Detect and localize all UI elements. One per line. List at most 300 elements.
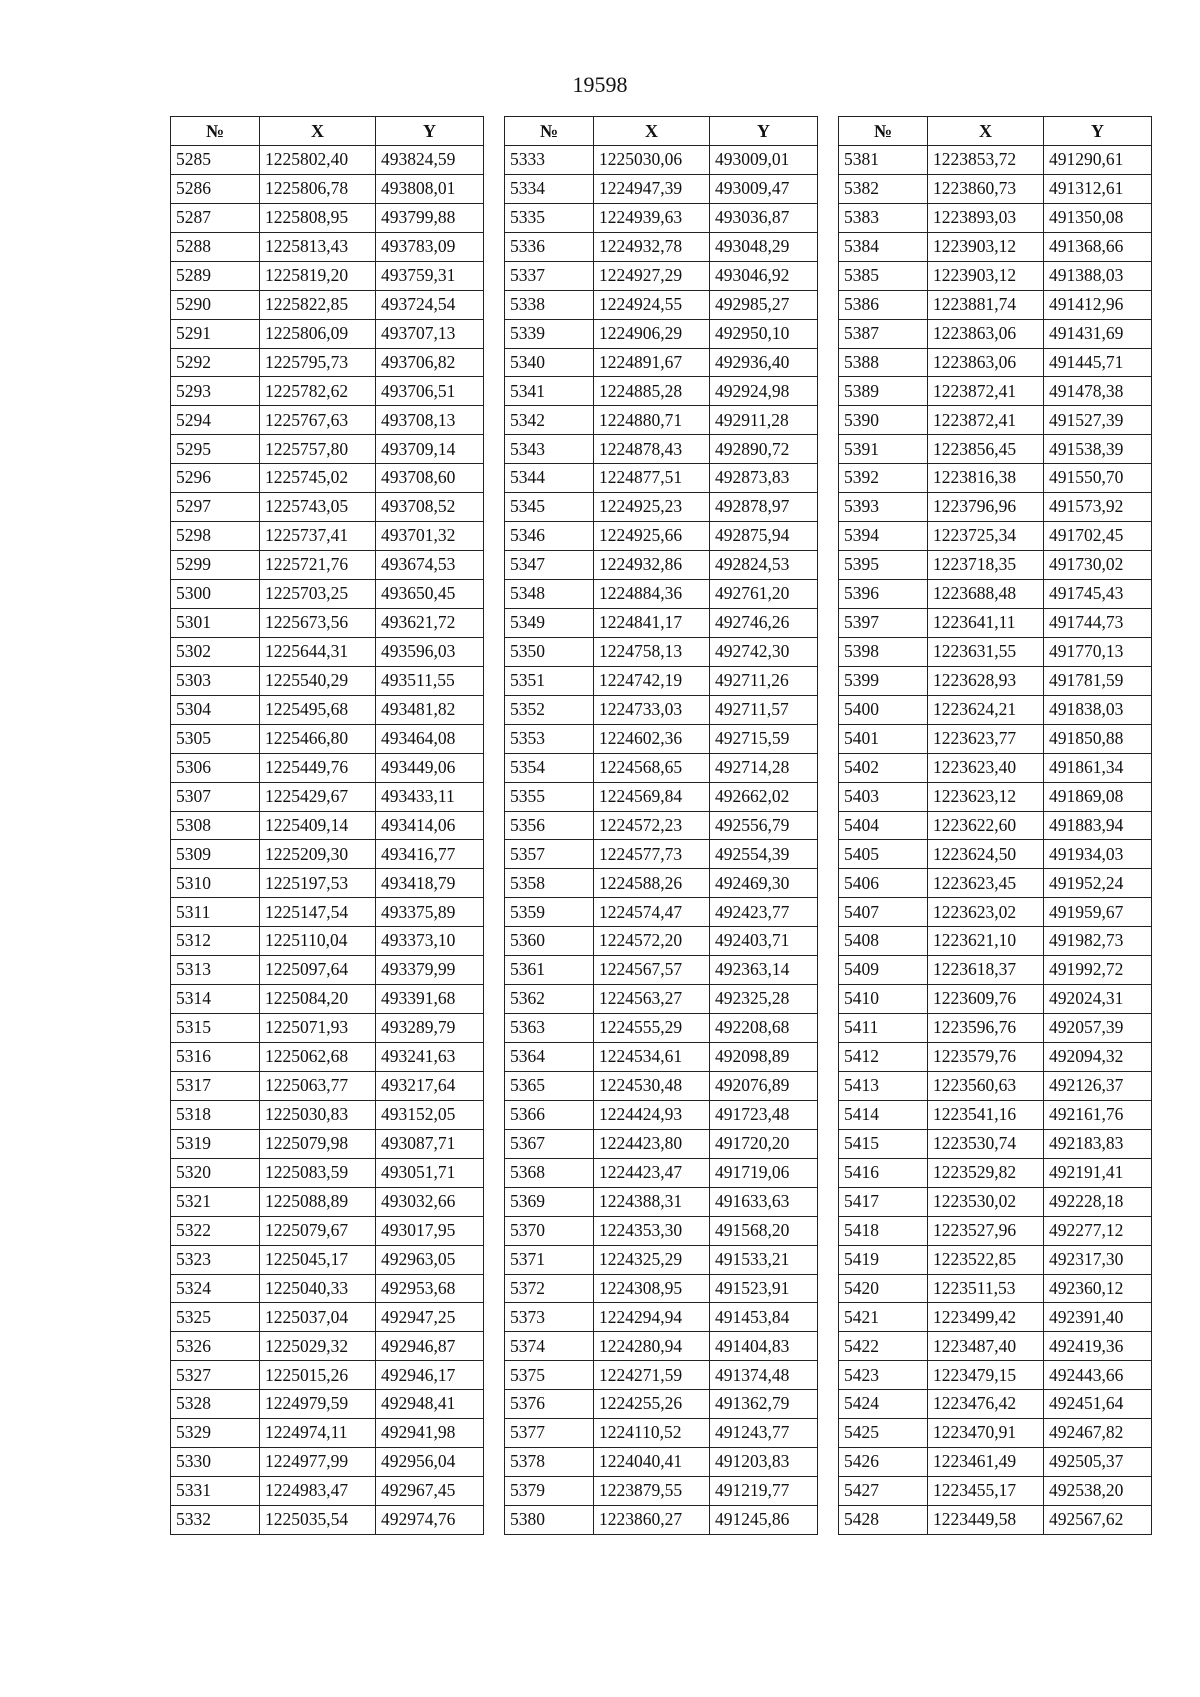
cell-y: 491350,08 xyxy=(1044,203,1152,232)
cell-y: 493373,10 xyxy=(376,927,484,956)
cell-number: 5294 xyxy=(171,406,260,435)
table-row xyxy=(171,261,484,290)
cell-x: 1223530,02 xyxy=(928,1187,1044,1216)
cell-y: 493707,13 xyxy=(376,319,484,348)
table-row xyxy=(839,1332,1152,1361)
cell-number: 5341 xyxy=(505,377,594,406)
cell-number: 5357 xyxy=(505,840,594,869)
cell-y: 492946,87 xyxy=(376,1332,484,1361)
cell-x: 1223631,55 xyxy=(928,637,1044,666)
cell-y: 492024,31 xyxy=(1044,985,1152,1014)
cell-x: 1225822,85 xyxy=(260,290,376,319)
cell-x: 1224423,80 xyxy=(594,1129,710,1158)
cell-y: 493048,29 xyxy=(710,232,818,261)
cell-x: 1225071,93 xyxy=(260,1014,376,1043)
cell-x: 1224977,99 xyxy=(260,1448,376,1477)
cell-x: 1224294,94 xyxy=(594,1303,710,1332)
cell-y: 492325,28 xyxy=(710,985,818,1014)
cell-y: 493481,82 xyxy=(376,695,484,724)
table-row xyxy=(505,319,818,348)
cell-y: 493009,47 xyxy=(710,174,818,203)
cell-x: 1223881,74 xyxy=(928,290,1044,319)
cell-x: 1224925,23 xyxy=(594,493,710,522)
cell-number: 5409 xyxy=(839,956,928,985)
cell-x: 1224878,43 xyxy=(594,435,710,464)
table-row xyxy=(505,695,818,724)
cell-x: 1223470,91 xyxy=(928,1419,1044,1448)
cell-y: 493674,53 xyxy=(376,551,484,580)
cell-number: 5371 xyxy=(505,1245,594,1274)
cell-number: 5362 xyxy=(505,985,594,1014)
table-row xyxy=(839,666,1152,695)
cell-number: 5288 xyxy=(171,232,260,261)
cell-x: 1224530,48 xyxy=(594,1071,710,1100)
cell-y: 491702,45 xyxy=(1044,522,1152,551)
cell-x: 1225197,53 xyxy=(260,869,376,898)
cell-x: 1224885,28 xyxy=(594,377,710,406)
cell-y: 492183,83 xyxy=(1044,1129,1152,1158)
table-row xyxy=(171,1303,484,1332)
cell-number: 5308 xyxy=(171,811,260,840)
cell-y: 491388,03 xyxy=(1044,261,1152,290)
cell-x: 1224733,03 xyxy=(594,695,710,724)
cell-number: 5352 xyxy=(505,695,594,724)
cell-y: 493759,31 xyxy=(376,261,484,290)
cell-y: 492985,27 xyxy=(710,290,818,319)
cell-number: 5397 xyxy=(839,608,928,637)
cell-x: 1224563,27 xyxy=(594,985,710,1014)
cell-y: 492057,39 xyxy=(1044,1014,1152,1043)
table-row xyxy=(839,724,1152,753)
header-y: Y xyxy=(710,117,818,146)
cell-x: 1224974,11 xyxy=(260,1419,376,1448)
cell-y: 491934,03 xyxy=(1044,840,1152,869)
cell-y: 492469,30 xyxy=(710,869,818,898)
cell-number: 5356 xyxy=(505,811,594,840)
table-row xyxy=(505,435,818,464)
cell-number: 5386 xyxy=(839,290,928,319)
cell-x: 1223624,21 xyxy=(928,695,1044,724)
cell-y: 491478,38 xyxy=(1044,377,1152,406)
table-row xyxy=(839,927,1152,956)
cell-x: 1224423,47 xyxy=(594,1158,710,1187)
cell-y: 493596,03 xyxy=(376,637,484,666)
cell-y: 493783,09 xyxy=(376,232,484,261)
cell-x: 1225110,04 xyxy=(260,927,376,956)
cell-y: 493051,71 xyxy=(376,1158,484,1187)
cell-number: 5338 xyxy=(505,290,594,319)
table-row xyxy=(171,869,484,898)
cell-number: 5348 xyxy=(505,580,594,609)
cell-y: 491883,94 xyxy=(1044,811,1152,840)
table-row xyxy=(839,464,1152,493)
cell-y: 492317,30 xyxy=(1044,1245,1152,1274)
table-row xyxy=(505,724,818,753)
cell-x: 1223641,11 xyxy=(928,608,1044,637)
cell-number: 5289 xyxy=(171,261,260,290)
cell-y: 492711,26 xyxy=(710,666,818,695)
cell-number: 5310 xyxy=(171,869,260,898)
table-row xyxy=(171,753,484,782)
cell-number: 5326 xyxy=(171,1332,260,1361)
cell-x: 1224572,23 xyxy=(594,811,710,840)
table-row xyxy=(171,406,484,435)
cell-number: 5382 xyxy=(839,174,928,203)
table-row xyxy=(505,522,818,551)
table-row xyxy=(839,1274,1152,1303)
cell-number: 5327 xyxy=(171,1361,260,1390)
cell-y: 492277,12 xyxy=(1044,1216,1152,1245)
cell-y: 492947,25 xyxy=(376,1303,484,1332)
table-row xyxy=(505,1303,818,1332)
cell-number: 5295 xyxy=(171,435,260,464)
table-header-row xyxy=(839,117,1152,146)
table-row xyxy=(839,406,1152,435)
cell-y: 492711,57 xyxy=(710,695,818,724)
table-row xyxy=(171,145,484,174)
cell-number: 5413 xyxy=(839,1071,928,1100)
cell-x: 1223527,96 xyxy=(928,1216,1044,1245)
cell-number: 5309 xyxy=(171,840,260,869)
cell-number: 5363 xyxy=(505,1014,594,1043)
cell-number: 5302 xyxy=(171,637,260,666)
table-row xyxy=(171,290,484,319)
header-x: X xyxy=(260,117,376,146)
cell-y: 493799,88 xyxy=(376,203,484,232)
table-row xyxy=(171,232,484,261)
cell-number: 5360 xyxy=(505,927,594,956)
table-row xyxy=(171,1506,484,1535)
cell-y: 492363,14 xyxy=(710,956,818,985)
table-row xyxy=(839,290,1152,319)
cell-number: 5321 xyxy=(171,1187,260,1216)
cell-y: 491723,48 xyxy=(710,1100,818,1129)
table-row xyxy=(171,1014,484,1043)
cell-y: 491290,61 xyxy=(1044,145,1152,174)
cell-y: 491312,61 xyxy=(1044,174,1152,203)
table-row xyxy=(505,869,818,898)
table-header-row xyxy=(505,117,818,146)
table-row xyxy=(839,1071,1152,1100)
cell-number: 5314 xyxy=(171,985,260,1014)
cell-y: 492554,39 xyxy=(710,840,818,869)
cell-y: 491720,20 xyxy=(710,1129,818,1158)
cell-x: 1225079,98 xyxy=(260,1129,376,1158)
cell-x: 1223718,35 xyxy=(928,551,1044,580)
cell-y: 492761,20 xyxy=(710,580,818,609)
cell-x: 1223863,06 xyxy=(928,319,1044,348)
cell-y: 491744,73 xyxy=(1044,608,1152,637)
cell-y: 492467,82 xyxy=(1044,1419,1152,1448)
cell-number: 5427 xyxy=(839,1477,928,1506)
cell-number: 5414 xyxy=(839,1100,928,1129)
cell-number: 5396 xyxy=(839,580,928,609)
cell-x: 1225030,06 xyxy=(594,145,710,174)
cell-number: 5317 xyxy=(171,1071,260,1100)
table-row xyxy=(171,1129,484,1158)
cell-y: 493418,79 xyxy=(376,869,484,898)
coordinates-table-2 xyxy=(504,116,818,1535)
cell-number: 5303 xyxy=(171,666,260,695)
cell-x: 1224572,20 xyxy=(594,927,710,956)
cell-number: 5323 xyxy=(171,1245,260,1274)
cell-y: 493433,11 xyxy=(376,782,484,811)
table-row xyxy=(171,840,484,869)
table-row xyxy=(171,637,484,666)
cell-x: 1223623,77 xyxy=(928,724,1044,753)
cell-number: 5399 xyxy=(839,666,928,695)
cell-y: 491573,92 xyxy=(1044,493,1152,522)
cell-number: 5426 xyxy=(839,1448,928,1477)
cell-number: 5315 xyxy=(171,1014,260,1043)
cell-y: 491362,79 xyxy=(710,1390,818,1419)
cell-y: 492714,28 xyxy=(710,753,818,782)
cell-x: 1223853,72 xyxy=(928,145,1044,174)
cell-x: 1224602,36 xyxy=(594,724,710,753)
table-row xyxy=(839,1129,1152,1158)
cell-number: 5418 xyxy=(839,1216,928,1245)
cell-x: 1224906,29 xyxy=(594,319,710,348)
cell-x: 1225429,67 xyxy=(260,782,376,811)
cell-x: 1223622,60 xyxy=(928,811,1044,840)
cell-x: 1224877,51 xyxy=(594,464,710,493)
header-x: X xyxy=(928,117,1044,146)
cell-x: 1224568,65 xyxy=(594,753,710,782)
cell-number: 5300 xyxy=(171,580,260,609)
cell-y: 492890,72 xyxy=(710,435,818,464)
cell-x: 1224588,26 xyxy=(594,869,710,898)
cell-number: 5319 xyxy=(171,1129,260,1158)
cell-y: 491959,67 xyxy=(1044,898,1152,927)
cell-number: 5398 xyxy=(839,637,928,666)
cell-number: 5374 xyxy=(505,1332,594,1361)
cell-number: 5369 xyxy=(505,1187,594,1216)
cell-x: 1223623,45 xyxy=(928,869,1044,898)
cell-y: 492161,76 xyxy=(1044,1100,1152,1129)
cell-y: 492076,89 xyxy=(710,1071,818,1100)
cell-y: 492875,94 xyxy=(710,522,818,551)
cell-number: 5406 xyxy=(839,869,928,898)
table-row xyxy=(505,753,818,782)
cell-y: 491243,77 xyxy=(710,1419,818,1448)
cell-x: 1224577,73 xyxy=(594,840,710,869)
cell-number: 5345 xyxy=(505,493,594,522)
table-row xyxy=(505,406,818,435)
cell-x: 1225035,54 xyxy=(260,1506,376,1535)
cell-x: 1224925,66 xyxy=(594,522,710,551)
cell-number: 5320 xyxy=(171,1158,260,1187)
cell-y: 492443,66 xyxy=(1044,1361,1152,1390)
cell-y: 493464,08 xyxy=(376,724,484,753)
cell-y: 492556,79 xyxy=(710,811,818,840)
cell-x: 1223893,03 xyxy=(928,203,1044,232)
cell-y: 493152,05 xyxy=(376,1100,484,1129)
cell-y: 491527,39 xyxy=(1044,406,1152,435)
cell-y: 492873,83 xyxy=(710,464,818,493)
cell-y: 493289,79 xyxy=(376,1014,484,1043)
cell-number: 5405 xyxy=(839,840,928,869)
cell-y: 493708,13 xyxy=(376,406,484,435)
cell-number: 5411 xyxy=(839,1014,928,1043)
cell-y: 493241,63 xyxy=(376,1043,484,1072)
header-number: № xyxy=(171,117,260,146)
table-row xyxy=(505,377,818,406)
table-row xyxy=(171,1274,484,1303)
cell-x: 1224353,30 xyxy=(594,1216,710,1245)
cell-y: 492911,28 xyxy=(710,406,818,435)
cell-number: 5349 xyxy=(505,608,594,637)
cell-y: 491453,84 xyxy=(710,1303,818,1332)
cell-number: 5395 xyxy=(839,551,928,580)
table-row xyxy=(505,1506,818,1535)
cell-y: 492967,45 xyxy=(376,1477,484,1506)
cell-y: 491538,39 xyxy=(1044,435,1152,464)
cell-y: 492948,41 xyxy=(376,1390,484,1419)
cell-number: 5322 xyxy=(171,1216,260,1245)
table-row xyxy=(505,898,818,927)
cell-y: 493032,66 xyxy=(376,1187,484,1216)
cell-number: 5408 xyxy=(839,927,928,956)
table-row xyxy=(171,1158,484,1187)
table-row xyxy=(839,174,1152,203)
cell-x: 1224280,94 xyxy=(594,1332,710,1361)
table-row xyxy=(505,782,818,811)
cell-x: 1224884,36 xyxy=(594,580,710,609)
table-row xyxy=(171,666,484,695)
cell-y: 492419,36 xyxy=(1044,1332,1152,1361)
cell-x: 1223609,76 xyxy=(928,985,1044,1014)
table-row xyxy=(839,232,1152,261)
cell-x: 1223461,49 xyxy=(928,1448,1044,1477)
cell-number: 5364 xyxy=(505,1043,594,1072)
table-row xyxy=(505,1274,818,1303)
table-row xyxy=(171,551,484,580)
cell-y: 491952,24 xyxy=(1044,869,1152,898)
table-row xyxy=(505,290,818,319)
cell-y: 492505,37 xyxy=(1044,1448,1152,1477)
table-row xyxy=(505,927,818,956)
cell-x: 1224388,31 xyxy=(594,1187,710,1216)
cell-number: 5424 xyxy=(839,1390,928,1419)
table-row xyxy=(839,811,1152,840)
cell-number: 5324 xyxy=(171,1274,260,1303)
table-row xyxy=(171,1419,484,1448)
cell-number: 5401 xyxy=(839,724,928,753)
cell-y: 493708,52 xyxy=(376,493,484,522)
cell-number: 5389 xyxy=(839,377,928,406)
table-row xyxy=(839,1187,1152,1216)
page-number: 19598 xyxy=(572,72,628,97)
cell-x: 1224040,41 xyxy=(594,1448,710,1477)
cell-number: 5417 xyxy=(839,1187,928,1216)
cell-number: 5402 xyxy=(839,753,928,782)
cell-y: 491869,08 xyxy=(1044,782,1152,811)
cell-x: 1223522,85 xyxy=(928,1245,1044,1274)
table-row xyxy=(839,782,1152,811)
cell-number: 5403 xyxy=(839,782,928,811)
table-row xyxy=(839,377,1152,406)
header-number: № xyxy=(505,117,594,146)
table-row xyxy=(171,174,484,203)
cell-y: 491861,34 xyxy=(1044,753,1152,782)
cell-number: 5318 xyxy=(171,1100,260,1129)
cell-x: 1225015,26 xyxy=(260,1361,376,1390)
cell-y: 492403,71 xyxy=(710,927,818,956)
table-row xyxy=(171,608,484,637)
cell-y: 492567,62 xyxy=(1044,1506,1152,1535)
table-row xyxy=(505,1158,818,1187)
table-row xyxy=(505,956,818,985)
table-row xyxy=(505,493,818,522)
cell-number: 5419 xyxy=(839,1245,928,1274)
cell-x: 1224983,47 xyxy=(260,1477,376,1506)
cell-y: 492963,05 xyxy=(376,1245,484,1274)
cell-y: 491770,13 xyxy=(1044,637,1152,666)
cell-number: 5423 xyxy=(839,1361,928,1390)
table-row xyxy=(171,1071,484,1100)
cell-x: 1224924,55 xyxy=(594,290,710,319)
table-row xyxy=(171,435,484,464)
cell-number: 5404 xyxy=(839,811,928,840)
cell-x: 1225673,56 xyxy=(260,608,376,637)
table-row xyxy=(505,1043,818,1072)
cell-y: 492746,26 xyxy=(710,608,818,637)
cell-y: 492360,12 xyxy=(1044,1274,1152,1303)
cell-y: 491219,77 xyxy=(710,1477,818,1506)
table-row xyxy=(171,1187,484,1216)
table-row xyxy=(171,319,484,348)
cell-y: 493087,71 xyxy=(376,1129,484,1158)
cell-x: 1224110,52 xyxy=(594,1419,710,1448)
cell-number: 5313 xyxy=(171,956,260,985)
table-row xyxy=(171,985,484,1014)
table-row xyxy=(171,1448,484,1477)
cell-x: 1225806,78 xyxy=(260,174,376,203)
cell-y: 491431,69 xyxy=(1044,319,1152,348)
cell-x: 1223499,42 xyxy=(928,1303,1044,1332)
table-row xyxy=(505,1014,818,1043)
cell-number: 5332 xyxy=(171,1506,260,1535)
cell-y: 493621,72 xyxy=(376,608,484,637)
table-row xyxy=(839,1303,1152,1332)
cell-y: 492423,77 xyxy=(710,898,818,927)
cell-x: 1223879,55 xyxy=(594,1477,710,1506)
cell-x: 1223618,37 xyxy=(928,956,1044,985)
table-row xyxy=(839,1419,1152,1448)
table-row xyxy=(171,1245,484,1274)
cell-x: 1225808,95 xyxy=(260,203,376,232)
table-row xyxy=(505,145,818,174)
cell-x: 1223816,38 xyxy=(928,464,1044,493)
cell-x: 1225782,62 xyxy=(260,377,376,406)
cell-number: 5339 xyxy=(505,319,594,348)
table-row xyxy=(171,1477,484,1506)
cell-x: 1223476,42 xyxy=(928,1390,1044,1419)
table-row xyxy=(839,695,1152,724)
header-y: Y xyxy=(1044,117,1152,146)
table-row xyxy=(839,1100,1152,1129)
cell-y: 493036,87 xyxy=(710,203,818,232)
table-row xyxy=(839,840,1152,869)
cell-number: 5330 xyxy=(171,1448,260,1477)
cell-number: 5415 xyxy=(839,1129,928,1158)
cell-x: 1224880,71 xyxy=(594,406,710,435)
cell-x: 1225819,20 xyxy=(260,261,376,290)
cell-x: 1223479,15 xyxy=(928,1361,1044,1390)
cell-number: 5347 xyxy=(505,551,594,580)
table-row xyxy=(505,1100,818,1129)
cell-x: 1224308,95 xyxy=(594,1274,710,1303)
